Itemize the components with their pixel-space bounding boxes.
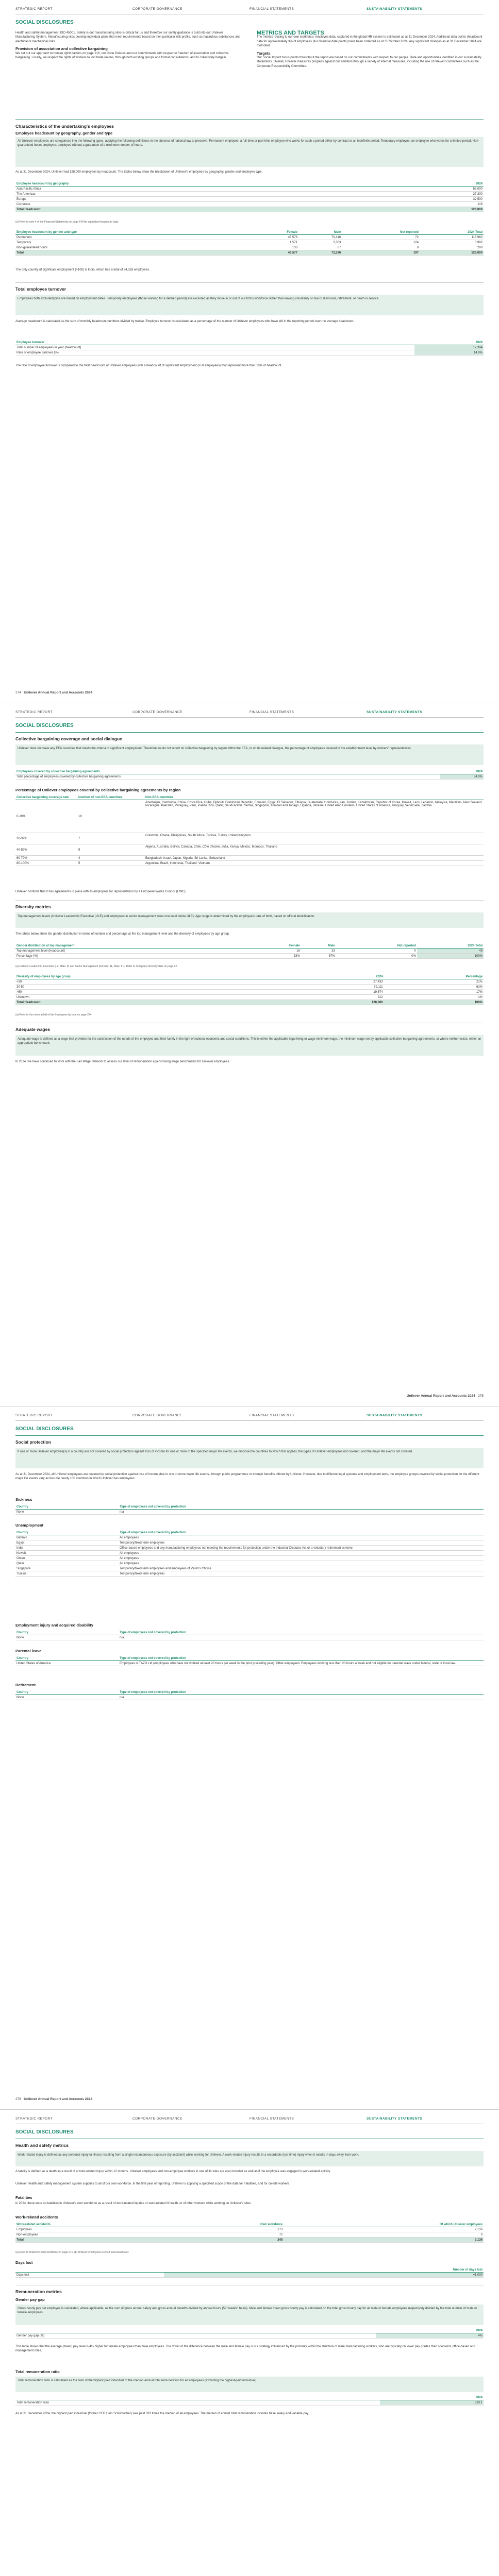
nav-corporate-governance[interactable]: CORPORATE GOVERNANCE bbox=[132, 7, 182, 11]
unemployment-title: Unemployment bbox=[15, 1523, 44, 1528]
table-total: Total Headcount 128,000 bbox=[16, 208, 483, 211]
ratio-title: Total remuneration ratio bbox=[15, 2369, 60, 2374]
pct-title: Percentage of Unilever employees covered by collective bargaining agreements by region bbox=[15, 788, 181, 792]
nav-strategic-report[interactable]: STRATEGIC REPORT bbox=[15, 710, 53, 714]
table-row: Percentage (%) 33% 67% 0% 100% bbox=[16, 954, 483, 958]
table-row: <30 27,433 21% bbox=[16, 980, 483, 984]
targets-body: Our Social Impact focus points throughout the report are based on our commitments with respect to our people. Data and opportunities identified in our sustainability statements. Overall, Unilever measures progress against our ambition through a variety of internal measures, including the use of relevant committees such as the Corporate Responsibility Committee. bbox=[257, 56, 481, 68]
table-row: 60-79% 4 Bangladesh, Israel, Japan, Nigeria, Sri Lanka, Switzerland bbox=[15, 856, 484, 861]
retirement-title: Retirement bbox=[15, 1683, 36, 1687]
page-footer: Unilever Annual Report and Accounts 2024 275 bbox=[406, 1394, 484, 1398]
table-row: Bahrain All employees bbox=[15, 1535, 484, 1540]
table-row: None n/a bbox=[15, 1635, 484, 1640]
ratio-table: 2024 Total remuneration ratio 333:1 bbox=[16, 2396, 483, 2404]
remuneration-title: Remuneration metrics bbox=[15, 2289, 62, 2294]
nav-strategic-report[interactable]: STRATEGIC REPORT bbox=[15, 2117, 53, 2121]
injury-title: Employment injury and acquired disability bbox=[15, 1623, 93, 1628]
table-row: Qatar All employees bbox=[15, 1561, 484, 1566]
table-row: 40-59% 9 Algeria, Australia, Bolivia, Canada, Chile, Côte d'Ivoire, India, Kenya, Mexico, Morocco, Thailand bbox=[15, 844, 484, 856]
gender-gap-box: Gross hourly pay per employee is calculated, where applicable, as the sum of gross annual salary and gross annual benefits divided by annual hours (52 "weeks" basis). Male and female mean gross hourly pay is calculated on the total gross hourly pay for all male or female employees respectively divided by the total number of male or female employees. bbox=[15, 2304, 484, 2325]
geo-note: (a) Refer to note 4 of the Financial Statements on page 149 for equivalent headcount data. bbox=[15, 221, 119, 224]
health-safety-title: Health and safety metrics bbox=[15, 2143, 69, 2148]
sickness-title: Sickness bbox=[15, 1497, 32, 1502]
report-page-276 bbox=[0, 1406, 499, 2110]
gender-gap-title: Gender pay gap bbox=[15, 2297, 45, 2302]
table-row: Non-guaranteed hours 133 67 0 200 bbox=[16, 246, 483, 249]
report-page-274 bbox=[0, 0, 499, 703]
section-label: SOCIAL DISCLOSURES bbox=[15, 1426, 74, 1432]
collective-title: Collective bargaining coverage and social dialogue bbox=[15, 736, 122, 741]
health-safety-text: A fatality is defined as a death as a result of a work-related injury within 12 months. Unilever employees and non-employee workers in one of its sites are also included as well as if the employee was engaged in work-related activity. bbox=[15, 2170, 331, 2173]
geography-table bbox=[15, 181, 484, 212]
section-label: SOCIAL DISCLOSURES bbox=[15, 723, 74, 728]
table-row: United States of America Employees of TAZO Ltd (employees who have not worked at least 20 hours per week in the prior preceding year). Other employees: Employees working less than 20 hours a week and not eligible for parental leave under federal, state or local law. bbox=[15, 1661, 484, 1666]
fatalities-title: Fatalities bbox=[15, 2195, 32, 2200]
table-row: Total remuneration ratio 333:1 bbox=[16, 2401, 483, 2404]
turnover-title: Total employee turnover bbox=[15, 286, 66, 292]
nav-sustainability-statements[interactable]: SUSTAINABILITY STATEMENTS bbox=[367, 710, 423, 714]
intro-text: Health and safety management, ISO 45001. Safety is our manufacturing sites is critical for us and therefore our safety guidance is built into our Unilever Manufacturing System. Manufacturing sites develop individual plans that meet requirements based on their particular risk profile, such as hazardous substances and electrical or mechanical risks. bbox=[15, 31, 241, 43]
table-row: Tunisia Temporary/fixed-term employees bbox=[15, 1571, 484, 1577]
table-row: Permanent 45,573 70,416 72 115,960 bbox=[16, 235, 483, 239]
coverage-table: Collective bargaining coverage rate Number of non-EEA countries Non-EEA countries 0-19% 19 Azerbaijan, Cambodia, China, Costa Rica, Cuba, Djibouti, Dominican Republic, Ecuador, Egypt, El Salvador, Ethiopia, Guatemala, Honduras, Iran, Jordan, Kazakhstan, Republic of Korea, Kuwait, Laos, Lebanon, Malaysia, Mauritius, New Zealand, Nicaragua, Pakistan, Paraguay, Peru, Puerto Rico, Qatar, Saudi Arabia, Serbia, Singapore, Trinidad and Tobago, Uganda, Ukraine, United Arab Emirates, United States of America, Uruguay, Venezuela, Zambia 20-39% 7 Colombia, Ghana, Philippines, South Africa, Tunisia, Turkey, United Kingdom 40-59% 9 Algeria, Australia, Bolivia, Canada, Chile, Côte d'Ivoire, India, Kenya, Mexico, Morocco, Thailand 60-79% 4 Bangladesh, Israel, Japan, Nigeria, Sri Lanka, Switzerland 80-100% 5 Argentina, Brazil, Indonesia, Thailand, Vietnam bbox=[15, 795, 484, 866]
table-row: Oman All employees bbox=[15, 1556, 484, 1561]
table-row: Days lost 41,000 bbox=[16, 2273, 483, 2277]
table-row: Kuwait All employees bbox=[15, 1551, 484, 1556]
table-row: Corporate 116 bbox=[16, 202, 483, 206]
header-nav bbox=[15, 1414, 484, 1421]
nav-corporate-governance[interactable]: CORPORATE GOVERNANCE bbox=[132, 2117, 182, 2121]
parental-table: Country Type of employees not covered by protection United States of America Employees of TAZO Ltd (employees who have not worked at least 20 hours per week in the prior preceding year). Other employees: Employees working less than 20 hours a week and not eligible for parental leave under federal, state or local law. bbox=[15, 1656, 484, 1666]
gender-gap-table: 2024 Gender pay gap (%) 4% bbox=[16, 2329, 483, 2337]
table-total: Total 46,577 72,536 197 128,000 bbox=[16, 251, 483, 255]
turnover-box: Employees both excluded/joins are based on employment dates. Temporary employees (those working for a defined period) are excluded as they move in or out of our firm's workforce rather than leaving voluntarily or due to dismissal, retirement, or death in service. bbox=[15, 295, 484, 315]
sickness-table: Country Type of employees not covered by protection None n/a bbox=[15, 1504, 484, 1515]
days-lost-title: Days lost bbox=[15, 2260, 33, 2265]
section-label: SOCIAL DISCLOSURES bbox=[15, 2129, 74, 2135]
table-total: Total Headcount 128,000 100% bbox=[16, 1001, 483, 1004]
table-row: Total percentage of employees covered by collective bargaining agreements 54.0% bbox=[16, 775, 483, 778]
nav-sustainability-statements[interactable]: SUSTAINABILITY STATEMENTS bbox=[367, 1414, 423, 1417]
geo-col: Employee headcount by geography bbox=[15, 181, 392, 187]
diversity-text: The tables below show the gender distribution in terms of number and percentage at the top management level and the diversity of employees by age group. bbox=[15, 933, 230, 936]
gender-note: The only country of significant employment (>100) is India, which has a total of 24,363 employees. bbox=[15, 268, 150, 272]
header-nav bbox=[15, 7, 484, 14]
left-body: We set out our approach to human rights factors on page 216, our Code Policies and our commitments with respect to freedom of association and collective bargaining. Locally, we respect the rights of workers to join trade unions, through both existing groups and formal consultations, and to collectively bargain. bbox=[15, 52, 229, 60]
table-row: Egypt Temporary/fixed-term employees bbox=[15, 1540, 484, 1546]
turnover-note: The rate of employee turnover is compared to the total headcount of Unilever employees with a headcount of significant employment (>50 employees) that represent more than 10% of headcount. bbox=[15, 364, 282, 367]
section-label: SOCIAL DISCLOSURES bbox=[15, 20, 74, 25]
ratio-box: Total remuneration ratio is calculated as the ratio of the highest paid individual to the median annual total remuneration for all employees (excluding the highest-paid individual). bbox=[15, 2377, 484, 2392]
heading-left: Provision of association and collective bargaining bbox=[15, 46, 108, 52]
social-protection-box: If one or more Unilever employee(s) in a country are not covered by social protection against loss of income for one or more of the specified major life events, we disclose the countries to which this applies, the types of Unilever employees not covered, and the major life events not covered. bbox=[15, 1448, 484, 1468]
nav-financial-statements[interactable]: FINANCIAL STATEMENTS bbox=[250, 1414, 294, 1417]
targets-title: Targets bbox=[257, 50, 271, 56]
table-row: Europe 32,500 bbox=[16, 197, 483, 201]
injury-table: Country Type of employees not covered by protection None n/a bbox=[15, 1630, 484, 1640]
accidents-note: (a) Refer to Unilever's own workforce on page 271. (b) Unilever employees in 2024 total headcount. bbox=[15, 2251, 129, 2254]
table-row: None n/a bbox=[15, 1510, 484, 1515]
gender-note: (a) Unilever Leadership Executive (i.e. Male: 9) and Senior Management (Female: 11, Male: 61). Refer to Company Diversity data on page 92. bbox=[15, 965, 178, 968]
table-row: The Americas 37,300 bbox=[16, 192, 483, 196]
retirement-table: Country Type of employees not covered by protection None n/a bbox=[15, 1690, 484, 1700]
turnover-text: Average headcount is calculated as the sum of monthly headcount numbers divided by twelve. Employee turnover is calculated as a percentage of the number of Unilever employees who have left in the reporting period over the average headcount. bbox=[15, 320, 354, 323]
gender-gap-text: This table shows that the average (mean) pay level is 4% higher for female employees than male employees. The driver of the difference between the male and female pay is our strategy influenced by the primarily within the structure of male manufacturing workers, who are typically on lower pay grades than specialist, office-based and management roles. bbox=[15, 2345, 475, 2353]
table-row: Unknown 912 1% bbox=[16, 995, 483, 999]
pct-note: Unilever confirms that it has agreements in place with its employees for representation by a European Works Council (EWC). bbox=[15, 890, 187, 893]
diversity-title: Diversity metrics bbox=[15, 904, 51, 909]
top-management-table: Gender distribution at top management Female Male Not reported 2024 Total Top management level (headcount) 16 33 0 49 Percentage (%) 33% 67% 0% 100% bbox=[16, 944, 483, 958]
nav-corporate-governance[interactable]: CORPORATE GOVERNANCE bbox=[132, 1414, 182, 1417]
health-safety-box: Work-related injury is defined as any personal injury or illness resulting from a single instantaneous exposure (by accident) while working for Unilever. A work-related injury results in a recordable (lost time) injury when it results in days away from work. bbox=[15, 2151, 484, 2166]
metrics-body: The metrics relating to our own workforce, employee data, captured in the global HR system is estimated as at 31 December 2024. Additional data points (headcount data for approximately 3% of employees plus financial data points) have been collected as at 31 October 2024. Any significant changes as at 31 December 2024 are footnoted. bbox=[257, 36, 483, 48]
report-page-275 bbox=[0, 703, 499, 1406]
age-table: Diversity of employees by age group 2024 Percentage <30 27,433 21% 30-50 79,111 62% >50 19,674 17% Unknown 912 1% Total Headcount 128,000 100% bbox=[16, 975, 483, 1004]
table-row: Total number of employees in year (headcount) 17,304 bbox=[16, 346, 483, 349]
nav-corporate-governance[interactable]: CORPORATE GOVERNANCE bbox=[132, 710, 182, 714]
fatalities-text: In 2024, there were no fatalities in Unilever's own workforce as a result of work-related injuries or work-related ill health, or of other workers while working on Unilever's sites. bbox=[15, 2202, 252, 2205]
nav-financial-statements[interactable]: FINANCIAL STATEMENTS bbox=[250, 710, 294, 714]
page-footer: 274 Unilever Annual Report and Accounts 2024 bbox=[15, 691, 93, 694]
table-row: 30-50 79,111 62% bbox=[16, 985, 483, 989]
wages-text: In 2024, we have continued to work with the Fair Wage Network to assess our level of remuneration against living wage benchmarks for Unilever employees. bbox=[15, 1060, 230, 1063]
table-row: None n/a bbox=[15, 1695, 484, 1700]
ratio-text: As at 31 December 2024, the highest paid individual (former CEO Hein Schumacher) was paid 333 times the median of all employees. The median of annual total remuneration includes base salary and variable pay. bbox=[15, 2412, 309, 2415]
headcount-note: As at 31 December 2024, Unilever had 128,000 employees by headcount. The tables below show the breakdown of Unilever's employees by geography, gender and employee type. bbox=[15, 171, 263, 174]
diversity-box: Top management levels (Unilever Leadership Executive (ULE) and employees in senior management roles one level below ULE). Age range is determined by the employee's date of birth, based on official identification. bbox=[15, 912, 484, 928]
nav-sustainability-statements[interactable]: SUSTAINABILITY STATEMENTS bbox=[367, 2117, 423, 2121]
accidents-table: Work-related accidents Own workforce Of which Unilever employees Employees 173 2,136 Non-employees 72 0 Total 245 2,136 bbox=[16, 2223, 483, 2242]
header-nav bbox=[15, 2117, 484, 2124]
health-safety-text2: Unilever Health and Safety management system supplies to all of our own workforce. In the first year of reporting, Unilever is applying a specified scope of the data for Fatalities, and for on-site workers. bbox=[15, 2182, 290, 2185]
table-row: Non-employees 72 0 bbox=[16, 2233, 483, 2236]
table-row: Gender pay gap (%) 4% bbox=[16, 2334, 483, 2337]
days-lost-table: Number of days lost Days lost 41,000 bbox=[16, 2268, 483, 2277]
cb-table: Employees covered by collective bargaining agreements 2024 Total percentage of employees covered by collective bargaining agreements 54.0% bbox=[16, 770, 483, 778]
table-row: 80-100% 5 Argentina, Brazil, Indonesia, Thailand, Vietnam bbox=[15, 861, 484, 866]
table-row: Temporary 1,571 2,303 124 3,992 bbox=[16, 241, 483, 244]
page-footer: 276 Unilever Annual Report and Accounts 2024 bbox=[15, 2097, 93, 2101]
characteristics-title: Characteristics of the undertaking's employees bbox=[15, 124, 114, 129]
header-nav bbox=[15, 710, 484, 718]
turnover-table: Employee turnover 2024 Total number of employees in year (headcount) 17,304 Rate of employee turnover (%) 14.0% bbox=[16, 341, 483, 354]
gender-type-table: Employee headcount by gender and type Female Male Not reported 2024 Total Permanent 45,573 70,416 72 115,960 Temporary 1,571 2,303 124 3,992 Non-guaranteed hours 133 67 0 200 Total 46,577 72,536 197 128,000 bbox=[16, 230, 483, 255]
metrics-title: METRICS AND TARGETS bbox=[257, 30, 324, 36]
table-row: Employees 173 2,136 bbox=[16, 2228, 483, 2231]
collective-box: Unilever does not have any EEA countries that meets the criteria of significant employment. Therefore we do not report on collective bargaining by region within the EEA, or on its related dialogue, the percentage of employees covered in the establishment level by workers' representatives. bbox=[15, 744, 484, 765]
nav-financial-statements[interactable]: FINANCIAL STATEMENTS bbox=[250, 2117, 294, 2121]
social-protection-text: As at 31 December 2024, all Unilever employees are covered by social protection against loss of income due to one or more major life events, through public programmes or through benefits offered by Unilever. However, due to different legal systems and employment laws, the employee groups covered by social protection for the different major life events vary across the nearly 100 countries in which Unilever has employees. bbox=[15, 1473, 479, 1481]
table-row: Singapore Temporary/fixed-term employees and employees of Paulo's Choice bbox=[15, 1566, 484, 1571]
definition-box: All Unilever employees are categorised into the following types, applying the following definitions in the absence of national law to preserve: Permanent employee: a full-time or part-time employee who works for such a period either by contract or an indefinite period. Temporary employee: an employee who works for a limited period. Non-guaranteed hours employee: employed without a guarantee of a minimum number of hours. bbox=[15, 137, 484, 167]
parental-title: Parental leave bbox=[15, 1649, 42, 1653]
report-page-277 bbox=[0, 2110, 499, 2576]
table-row: >50 19,674 17% bbox=[16, 990, 483, 994]
nav-financial-statements[interactable]: FINANCIAL STATEMENTS bbox=[250, 7, 294, 11]
accidents-title: Work-related accidents bbox=[15, 2215, 58, 2219]
table-total: Total 245 2,136 bbox=[16, 2238, 483, 2242]
table-row: India Office-based employees and any manufacturing employees not meeting the requirements for protection under the Industrial Disputes Act or a voluntary retirement scheme bbox=[15, 1546, 484, 1551]
table-row: Top management level (headcount) 16 33 0 49 bbox=[16, 949, 483, 953]
table-row: 20-39% 7 Colombia, Ghana, Philippines, South Africa, Tunisia, Turkey, United Kingdom bbox=[15, 833, 484, 844]
social-protection-title: Social protection bbox=[15, 1439, 51, 1445]
wages-box: Adequate wage is defined as a wage that provides for the satisfaction of the needs of the employee and their family in the light of national economic and social conditions. This is either the applicable legal living or wage minimum wage, the minimum wage set by applicable collective bargaining agreements, or where neither exists, either an appropriate benchmark. bbox=[15, 1035, 484, 1056]
table-row: Asia Pacific Africa 58,000 bbox=[16, 187, 483, 191]
nav-strategic-report[interactable]: STRATEGIC REPORT bbox=[15, 1414, 53, 1417]
wages-title: Adequate wages bbox=[15, 1027, 51, 1032]
geo-year: 2024 bbox=[392, 181, 484, 187]
table-row: Rate of employee turnover (%) 14.0% bbox=[16, 351, 483, 354]
characteristics-sub: Employee headcount by geography, gender and type bbox=[15, 131, 113, 135]
nav-sustainability-statements[interactable]: SUSTAINABILITY STATEMENTS bbox=[367, 7, 423, 11]
unemployment-table: Country Type of employees not covered by protection Bahrain All employees Egypt Temporary/fixed-term employees India Office-based employees and any manufacturing employees not meeting the requirements for protection under the Industrial Disputes Act or a voluntary retirement scheme Kuwait All employees Oman All employees Qatar All employees Singapore Temporary/fixed-term employees and employees of Paulo's Choice Tunisia Temporary/fixed-term employees bbox=[15, 1530, 484, 1577]
table-row: 0-19% 19 Azerbaijan, Cambodia, China, Costa Rica, Cuba, Djibouti, Dominican Republic, Ecuador, Egypt, El Salvador, Ethiopia, Guatemala, Honduras, Iran, Jordan, Kazakhstan, Republic of Korea, Kuwait, Laos, Lebanon, Malaysia, Mauritius, New Zealand, Nicaragua, Pakistan, Paraguay, Peru, Puerto Rico, Qatar, Saudi Arabia, Serbia, Singapore, Trinidad and Tobago, Uganda, Ukraine, United Arab Emirates, United States of America, Uruguay, Venezuela, Zambia bbox=[15, 800, 484, 833]
nav-strategic-report[interactable]: STRATEGIC REPORT bbox=[15, 7, 53, 11]
age-note: (a) Refer to the notes at left of the Employees by type on page 274. bbox=[15, 1013, 92, 1016]
